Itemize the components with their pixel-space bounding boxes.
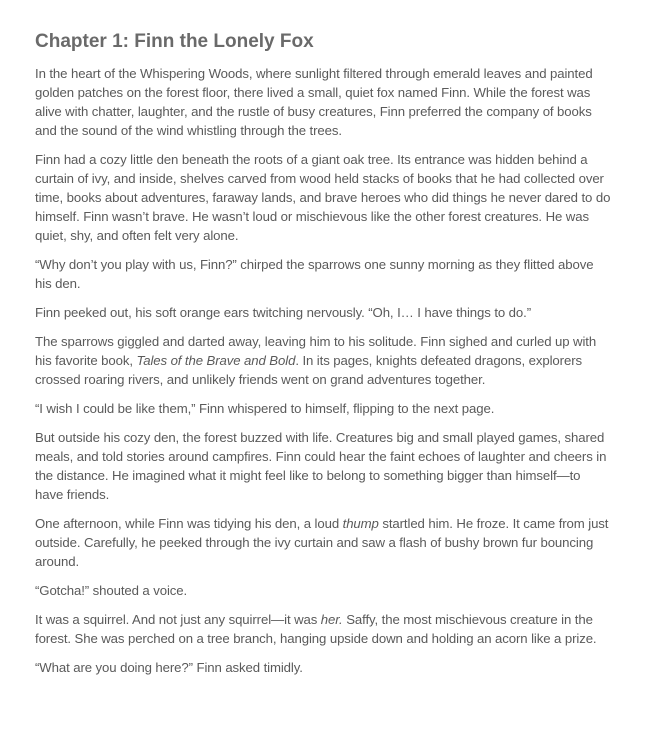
paragraph: [35, 64, 612, 140]
text-run: “I wish I could be like them,” Finn whispered to himself, flipping to the next page.: [35, 401, 495, 416]
text-run: . In its pages, knights defeated dragons, explorers crossed roaring rivers, and unlikely friends went on grand adventures together.: [35, 353, 582, 387]
text-run: Finn had a cozy little den beneath the roots of a giant oak tree. Its entrance was hidden behind a curtain of ivy, and inside, shelves carved from wood held stacks of books that he had collected over time, books about adventures, faraway lands, and brave heroes who did things he never dared to do himself. Finn wasn’t brave. He wasn’t loud or mischievous like the other forest creatures. He was quiet, shy, and often felt very alone.: [35, 152, 611, 243]
paragraph: [35, 428, 612, 504]
text-run: The sparrows giggled and darted away, leaving him to his solitude. Finn sighed and curled up with his favorite book,: [35, 334, 597, 368]
paragraph: [35, 610, 612, 648]
text-run: Finn peeked out, his soft orange ears twitching nervously. “Oh, I… I have things to do.”: [35, 305, 532, 320]
chapter-title: Chapter 1: Finn the Lonely Fox: [35, 31, 314, 52]
paragraph: [35, 150, 612, 245]
italic-text: her.: [320, 612, 343, 627]
text-run: But outside his cozy den, the forest buzzed with life. Creatures big and small played games, shared meals, and told stories around campfires. Finn could hear the faint echoes of laughter and cheers in the distance. He imagined what it might feel like to belong to something bigger than himself—to have friends.: [35, 430, 607, 502]
text-run: “Why don’t you play with us, Finn?” chirped the sparrows one sunny morning as they flitted above his den.: [35, 257, 594, 291]
text-run: One afternoon, while Finn was tidying his den, a loud: [35, 516, 343, 531]
paragraph: [35, 399, 612, 418]
italic-text: Tales of the Brave and Bold: [136, 353, 296, 368]
text-run: “What are you doing here?” Finn asked timidly.: [35, 660, 303, 675]
paragraph: [35, 303, 612, 322]
text-run: In the heart of the Whispering Woods, where sunlight filtered through emerald leaves and painted golden patches on the forest floor, there lived a small, quiet fox named Finn. While the forest was alive with chatter, laughter, and the rustle of busy creatures, Finn preferred the company of books and the sound of the wind whistling through the trees.: [35, 66, 593, 138]
text-run: startled him. He froze. It came from just outside. Carefully, he peeked through the ivy curtain and saw a flash of bushy brown fur bouncing around.: [35, 516, 609, 569]
text-run: It was a squirrel. And not just any squirrel—it was: [35, 612, 321, 627]
paragraph: [35, 255, 612, 293]
chapter-body: [35, 64, 612, 677]
paragraph: [35, 332, 612, 389]
text-run: Saffy, the most mischievous creature in the forest. She was perched on a tree branch, hanging upside down and holding an acorn like a prize.: [35, 612, 597, 646]
italic-text: thump: [342, 516, 379, 531]
paragraph: [35, 514, 612, 571]
text-run: “Gotcha!” shouted a voice.: [35, 583, 188, 598]
paragraph: [35, 658, 612, 677]
paragraph: [35, 581, 612, 600]
